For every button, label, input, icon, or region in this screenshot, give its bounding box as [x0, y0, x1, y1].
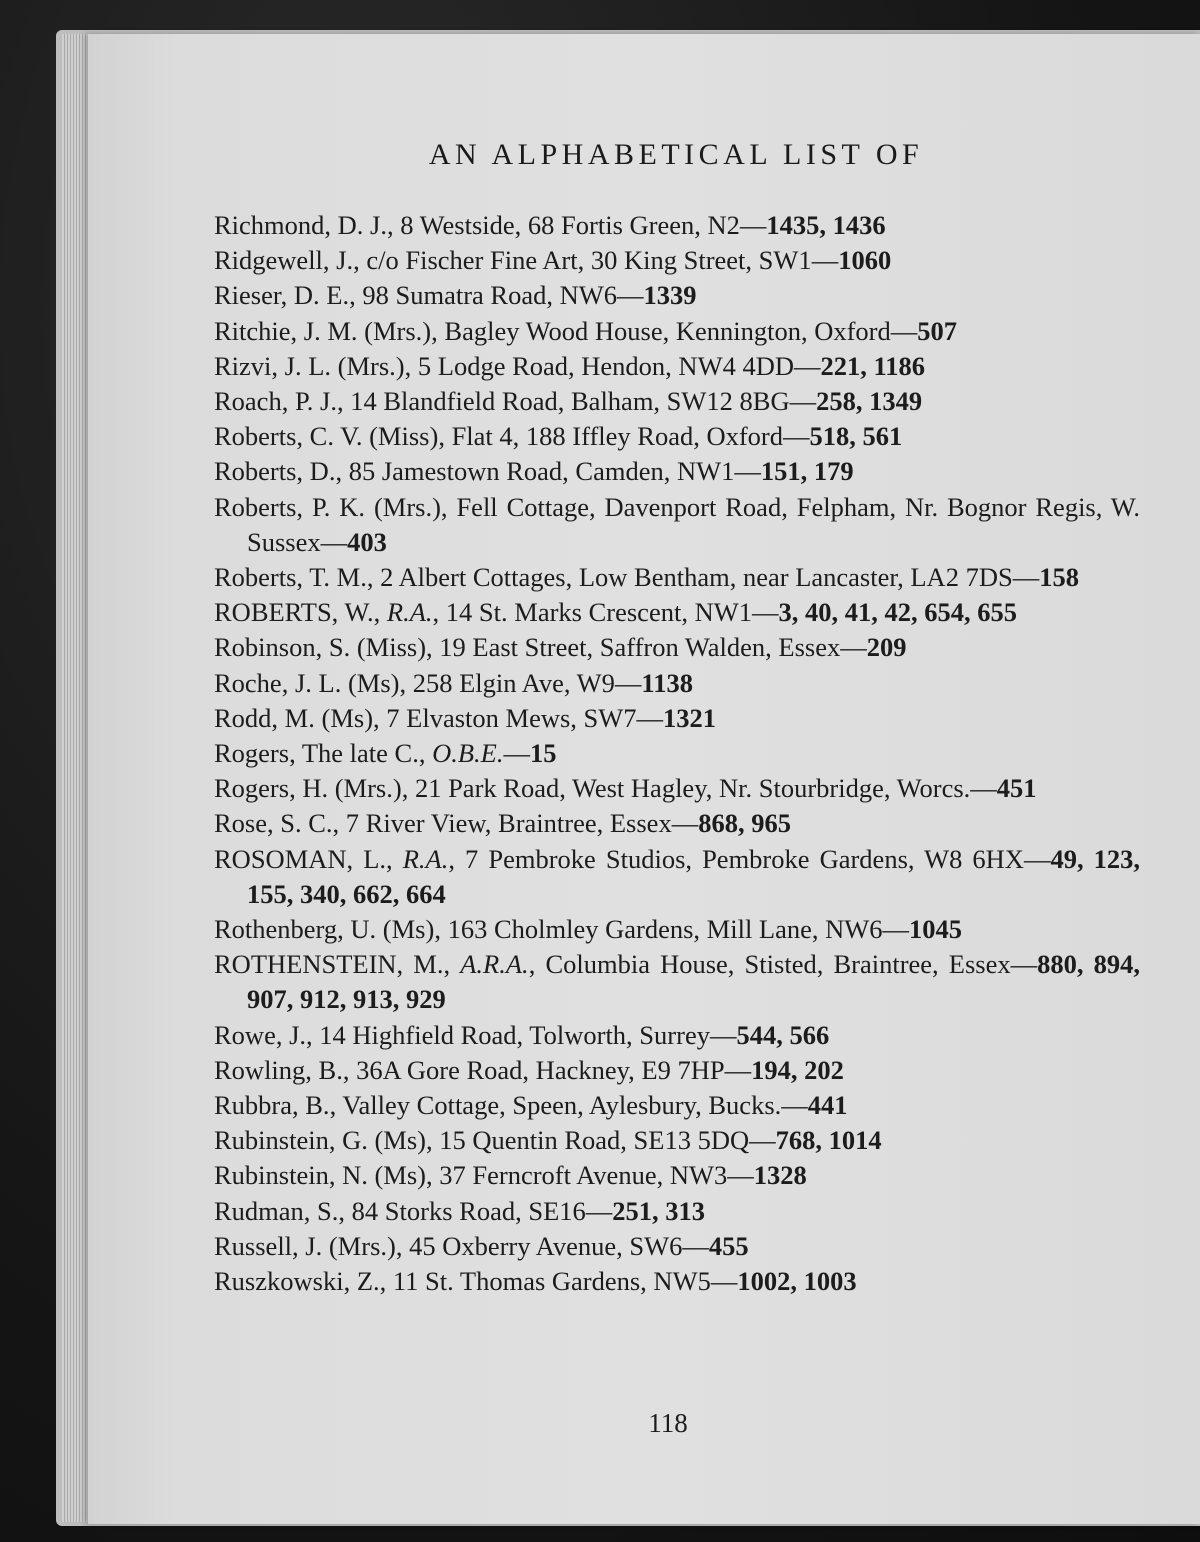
entry-address: , c/o Fischer Fine Art, 30 King Street, SW1: [353, 245, 812, 276]
list-item: Rubinstein, G. (Ms), 15 Quentin Road, SE13 5DQ—768, 1014: [214, 1125, 882, 1156]
list-item: ROTHENSTEIN, M., A.R.A., Columbia House, Stisted, Braintree, Essex—880, 894, 907, 912, 913, 929: [214, 949, 1141, 1015]
list-item: Rothenberg, U. (Ms), 163 Cholmley Gardens, Mill Lane, NW6—1045: [214, 914, 963, 945]
entry-address: , Bagley Wood House, Kennington, Oxford: [431, 315, 891, 346]
entry-name: Roberts, T. M.: [214, 562, 367, 593]
entry-catalogue-numbers: 1060: [838, 245, 892, 276]
entry-address: , 45 Oxberry Avenue, SW6: [395, 1230, 683, 1261]
list-item: ROSOMAN, L., R.A., 7 Pembroke Studios, Pembroke Gardens, W8 6HX—49, 123, 155, 340, 662, 664: [214, 843, 1140, 909]
entry-address: , 37 Ferncroft Avenue, NW3: [426, 1160, 728, 1191]
entry-catalogue-numbers: 455: [708, 1230, 749, 1261]
entry-address: , 5 Lodge Road, Hendon, NW4 4DD: [404, 350, 794, 381]
entry-name: ROSOMAN, L.: [214, 843, 387, 874]
entry-name: Rudman, S.: [214, 1195, 339, 1226]
entry-address: , 36A Gore Road, Hackney, E9 7HP: [342, 1054, 725, 1085]
entry-address: , 8 Westside, 68 Fortis Green, N2: [387, 210, 740, 240]
entry-name: Rose, S. C.: [214, 808, 333, 839]
entry-name: ROBERTS, W.: [214, 597, 374, 628]
list-item: Russell, J. (Mrs.), 45 Oxberry Avenue, SW6—455: [214, 1230, 749, 1261]
entry-address: , 15 Quentin Road, SE13 5DQ: [426, 1125, 750, 1156]
entry-catalogue-numbers: 49, 123, 155, 340, 662, 664: [247, 843, 1140, 909]
entry-address: , 85 Jamestown Road, Camden, NW1: [335, 456, 735, 487]
entry-name: Ridgewell, J.: [214, 245, 354, 276]
list-item: Rizvi, J. L. (Mrs.), 5 Lodge Road, Hendon, NW4 4DD—221, 1186: [214, 350, 926, 381]
entry-catalogue-numbers: 194, 202: [751, 1054, 844, 1085]
list-item: Roberts, C. V. (Miss), Flat 4, 188 Iffley Road, Oxford—518, 561: [214, 421, 903, 452]
list-item: Roberts, D., 85 Jamestown Road, Camden, NW1—151, 179: [214, 456, 854, 487]
entry-catalogue-numbers: 507: [917, 315, 957, 346]
entry-catalogue-numbers: 251, 313: [612, 1195, 706, 1226]
list-item: Ritchie, J. M. (Mrs.), Bagley Wood House, Kennington, Oxford—507: [214, 315, 957, 346]
entry-address: , 11 St. Thomas Gardens, NW5: [379, 1266, 711, 1297]
entry-name: Robinson, S. (Miss): [214, 632, 427, 663]
entry-name: Rowe, J.: [214, 1019, 307, 1050]
list-item: Richmond, D. J., 8 Westside, 68 Fortis Green, N2—1435, 1436: [214, 210, 886, 240]
entry-name: Roach, P. J.: [214, 386, 337, 417]
entry-catalogue-numbers: 151, 179: [760, 456, 854, 487]
entry-name: Rubbra, B.: [214, 1090, 330, 1121]
entry-address: , 14 Highfield Road, Tolworth, Surrey: [306, 1019, 710, 1050]
list-item: Rowe, J., 14 Highfield Road, Tolworth, Surrey—544, 566: [214, 1019, 830, 1050]
list-item: Rubbra, B., Valley Cottage, Speen, Aylesbury, Bucks.—441: [214, 1090, 848, 1121]
entry-catalogue-numbers: 209: [866, 632, 907, 663]
entry-name: Rogers, H. (Mrs.): [214, 773, 402, 804]
entry-address: , 21 Park Road, West Hagley, Nr. Stourbridge, Worcs.: [401, 773, 971, 804]
entry-address: , Valley Cottage, Speen, Aylesbury, Bucks.: [329, 1090, 782, 1121]
list-item: Ruszkowski, Z., 11 St. Thomas Gardens, NW5—1002, 1003: [214, 1266, 857, 1297]
entry-catalogue-numbers: 880, 894, 907, 912, 913, 929: [247, 949, 1141, 1015]
entry-name: Rowling, B.: [214, 1054, 343, 1085]
entry-address: , 7 Pembroke Studios, Pembroke Gardens, W8 6HX: [448, 843, 1024, 874]
page-number: 118: [648, 1408, 688, 1438]
list-item: Rogers, The late C., O.B.E.—15: [214, 738, 557, 769]
entry-address: , 7 River View, Braintree, Essex: [332, 808, 672, 839]
entry-catalogue-numbers: 403: [347, 526, 387, 557]
entry-honour: R.A.: [402, 843, 449, 874]
entry-catalogue-numbers: 1002, 1003: [737, 1266, 857, 1297]
list-item: Rudman, S., 84 Storks Road, SE16—251, 313: [214, 1195, 706, 1226]
entry-catalogue-numbers: 451: [996, 773, 1037, 804]
entry-catalogue-numbers: 868, 965: [698, 808, 791, 839]
entry-name: Rizvi, J. L. (Mrs.): [214, 350, 405, 381]
entry-catalogue-numbers: 1328: [753, 1160, 807, 1191]
entry-address: , Flat 4, 188 Iffley Road, Oxford: [438, 421, 784, 452]
list-item: Roach, P. J., 14 Blandfield Road, Balham, SW12 8BG—258, 1349: [214, 386, 923, 417]
entry-catalogue-numbers: 518, 561: [809, 421, 903, 452]
entry-address: , 14 St. Marks Crescent, NW1: [432, 597, 752, 628]
list-item: Rubinstein, N. (Ms), 37 Ferncroft Avenue, NW3—1328: [214, 1160, 807, 1191]
entry-address: , 84 Storks Road, SE16: [338, 1195, 586, 1226]
entry-name: Roberts, C. V. (Miss): [214, 421, 439, 452]
entry-catalogue-numbers: 258, 1349: [816, 386, 923, 417]
entry-honour: A.R.A.: [460, 949, 529, 980]
entry-name: Rodd, M. (Ms): [214, 702, 374, 733]
entry-catalogue-numbers: 1138: [641, 667, 693, 698]
entry-catalogue-numbers: 3, 40, 41, 42, 654, 655: [778, 597, 1017, 628]
entry-catalogue-numbers: 158: [1039, 562, 1079, 593]
entry-address: , 2 Albert Cottages, Low Bentham, near Lancaster, LA2 7DS: [366, 562, 1013, 593]
entry-honour: R.A.: [386, 597, 433, 628]
entry-honour: O.B.E.: [432, 738, 504, 769]
entry-name: Russell, J. (Mrs.): [214, 1230, 396, 1261]
list-item: Rodd, M. (Ms), 7 Elvaston Mews, SW7—1321: [214, 702, 717, 733]
entry-catalogue-numbers: 1321: [663, 702, 717, 733]
list-item: Ridgewell, J., c/o Fischer Fine Art, 30 King Street, SW1—1060: [214, 245, 892, 276]
entry-name: Roberts, P. K. (Mrs.): [214, 491, 441, 522]
entry-catalogue-numbers: 1339: [643, 280, 697, 311]
entry-catalogue-numbers: 1435, 1436: [766, 210, 886, 240]
entry-address: , Columbia House, Stisted, Braintree, Essex: [528, 949, 1011, 980]
entry-list: [214, 208, 1140, 1299]
list-item: Roberts, P. K. (Mrs.), Fell Cottage, Davenport Road, Felpham, Nr. Bognor Regis, W. Sussex—403: [214, 491, 1140, 557]
entry-address: , 258 Elgin Ave, W9: [399, 667, 615, 698]
entry-name: Ritchie, J. M. (Mrs.): [214, 315, 432, 346]
list-item: ROBERTS, W., R.A., 14 St. Marks Crescent, NW1—3, 40, 41, 42, 654, 655: [214, 597, 1017, 628]
entry-name: Rubinstein, N. (Ms): [214, 1160, 426, 1191]
entry-name: Rothenberg, U. (Ms): [214, 914, 435, 945]
list-item: Rowling, B., 36A Gore Road, Hackney, E9 7HP—194, 202: [214, 1054, 844, 1085]
list-item: Rieser, D. E., 98 Sumatra Road, NW6—1339: [214, 280, 697, 311]
entry-name: Ruszkowski, Z.: [214, 1266, 380, 1297]
entry-catalogue-numbers: 441: [807, 1090, 848, 1121]
entry-catalogue-numbers: 1045: [909, 914, 963, 945]
entry-name: Rubinstein, G. (Ms): [214, 1125, 426, 1156]
entry-catalogue-numbers: 15: [530, 738, 557, 769]
list-item: Roche, J. L. (Ms), 258 Elgin Ave, W9—1138: [214, 667, 693, 698]
list-item: Rose, S. C., 7 River View, Braintree, Essex—868, 965: [214, 808, 791, 839]
entry-name: Richmond, D. J.: [214, 210, 387, 240]
list-item: Robinson, S. (Miss), 19 East Street, Saffron Walden, Essex—209: [214, 632, 907, 663]
entry-address: , Fell Cottage, Davenport Road, Felpham, Nr. Bognor Regis, W. Sussex: [247, 491, 1140, 557]
entry-name: Roche, J. L. (Ms): [214, 667, 400, 698]
entry-address: , 19 East Street, Saffron Walden, Essex: [426, 632, 841, 663]
entry-catalogue-numbers: 544, 566: [736, 1019, 830, 1050]
list-item: Rogers, H. (Mrs.), 21 Park Road, West Hagley, Nr. Stourbridge, Worcs.—451: [214, 773, 1037, 804]
entry-address: , 98 Sumatra Road, NW6: [349, 280, 617, 311]
entry-catalogue-numbers: 221, 1186: [820, 350, 926, 381]
entry-name: Rogers, The late C.: [214, 738, 419, 769]
entry-address: , 163 Cholmley Gardens, Mill Lane, NW6: [434, 914, 883, 945]
entry-address: , 7 Elvaston Mews, SW7: [373, 702, 637, 733]
entry-catalogue-numbers: 768, 1014: [775, 1125, 882, 1156]
list-item: Roberts, T. M., 2 Albert Cottages, Low Bentham, near Lancaster, LA2 7DS—158: [214, 562, 1079, 593]
entry-name: ROTHENSTEIN, M.: [214, 949, 444, 980]
entry-address: , 14 Blandfield Road, Balham, SW12 8BG: [336, 386, 790, 417]
entry-name: Rieser, D. E.: [214, 280, 350, 311]
entry-name: Roberts, D.: [214, 456, 336, 487]
page-heading: AN ALPHABETICAL LIST OF: [428, 138, 924, 171]
